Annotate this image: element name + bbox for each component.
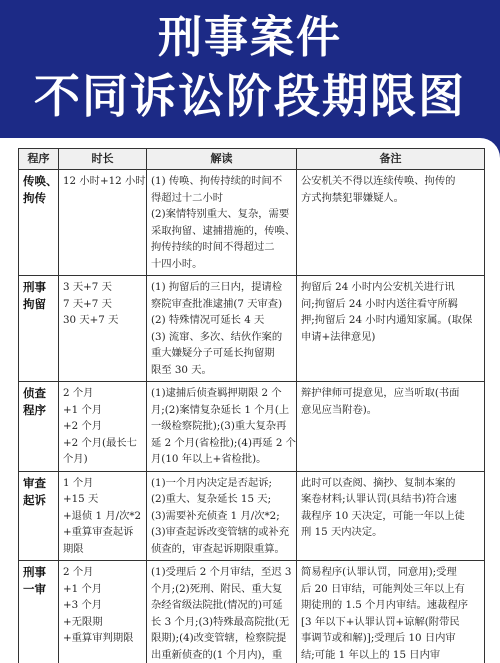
interpretation-line: 重大嫌疑分子可延长拘留期: [151, 347, 275, 359]
page-title-line2: 不同诉讼阶段期限图: [34, 69, 466, 123]
interpretation-cell: [147, 561, 297, 663]
interpretation-line: (1)逮捕后侦查羁押期限 2 个: [151, 387, 282, 399]
table-row: [19, 382, 485, 472]
stage-line: 审查: [23, 475, 46, 490]
table-row: [19, 471, 485, 561]
interpretation-line: (3)审查起诉改变管辖的或补充: [151, 526, 290, 538]
interpretation-line: 一级检察院批);(3)重大复杂再: [151, 420, 287, 432]
interpretation-line: 侦查的，审查起诉期限重算。: [151, 542, 285, 555]
note-line: 裁程序 10 天决定，可能一年以上徒: [301, 509, 465, 522]
note-line: 方式拘禁犯罪嫌疑人。: [301, 191, 404, 204]
duration-line: +15 天: [63, 493, 99, 505]
note-line: 事调节或和解)];受理后 10 日内审: [301, 632, 456, 644]
interpretation-line: (3)需要补充侦查 1 月/次*2;: [151, 509, 280, 522]
column-header-interpretation: 解读: [147, 149, 297, 170]
note-cell: [297, 276, 485, 382]
interpretation-line: (2)重大、复杂延长 15 天;: [151, 493, 272, 505]
note-line: 申请+法律意见): [301, 330, 376, 343]
duration-line: +重算审查起诉: [63, 526, 134, 538]
duration-line: +2 个月(最长七: [63, 436, 137, 449]
interpretation-cell: [147, 170, 297, 276]
table-card: [0, 138, 500, 663]
interpretation-line: 限期);(4)改变管辖，检察院提: [151, 632, 287, 644]
duration-cell: [59, 471, 147, 561]
interpretation-line: 察院审查批准逮捕(7 天审查): [151, 297, 283, 310]
duration-cell: [59, 382, 147, 472]
deadline-table: [18, 148, 485, 663]
note-line: 问;拘留后 24 小时内送往看守所羁: [301, 297, 458, 310]
interpretation-line: (2) 特殊情况可延长 4 天: [151, 314, 265, 326]
note-cell: [297, 471, 485, 561]
stage-line: 刑事: [23, 565, 46, 579]
duration-cell: [59, 170, 147, 276]
stage-line: 刑事: [23, 280, 46, 294]
stage-cell: [19, 561, 59, 663]
column-header-stage: 程序: [19, 149, 59, 170]
interpretation-line: 限至 30 天。: [151, 363, 212, 376]
note-line: 后 20 日审结，可能判处三年以上有: [301, 582, 465, 595]
stage-line: 传唤、: [23, 174, 58, 188]
stage-line: 一审: [23, 582, 46, 596]
interpretation-line: (1)受理后 2 个月审结，至迟 3: [151, 566, 292, 578]
duration-line: +1 个月: [63, 403, 103, 416]
interpretation-line: 延 2 个月(省检批);(4)再延 2 个: [151, 436, 296, 449]
column-header-note: 备注: [297, 149, 485, 170]
stage-line: 程序: [23, 403, 46, 417]
stage-cell: [19, 471, 59, 561]
note-line: 期徒刑的 1.5 个月内审结。速裁程序: [301, 599, 469, 611]
interpretation-line: 月;(2)案情复杂延长 1 个月(上: [151, 403, 290, 416]
duration-line: 30 天+7 天: [63, 314, 119, 326]
duration-line: 个月): [63, 453, 88, 465]
stage-cell: [19, 276, 59, 382]
stage-line: 侦查: [23, 386, 46, 400]
interpretation-line: 月(10 年以上+省检批)。: [151, 453, 267, 465]
table-row: [19, 170, 485, 276]
note-line: 此时可以查阅、摘抄、复制本案的: [301, 476, 456, 489]
note-line: 案卷材料;认罪认罚(具结书)符合速: [301, 493, 457, 505]
note-line: 公安机关不得以连续传唤、拘传的: [301, 175, 456, 187]
note-line: 简易程序(认罪认罚，同意用);受理: [301, 566, 457, 578]
interpretation-line: (1)一个月内决定是否起诉;: [151, 476, 273, 489]
note-cell: [297, 382, 485, 472]
duration-line: +1 个月: [63, 582, 103, 595]
interpretation-line: (2)案情特别重大、复杂，需要: [151, 208, 290, 220]
interpretation-cell: [147, 382, 297, 472]
page-title-line1: 刑事案件: [158, 12, 342, 63]
interpretation-line: 个月;(2)死刑、附民、重大复: [151, 582, 283, 595]
interpretation-line: (1) 拘留后的三日内，提请检: [151, 281, 283, 293]
note-line: 拘留后 24 小时内公安机关进行讯: [301, 281, 455, 293]
note-line: 刑 15 天内决定。: [301, 526, 383, 538]
interpretation-line: 拘传持续的时间不得超过二: [151, 241, 275, 253]
duration-line: +重算审判期限: [63, 632, 134, 644]
column-header-duration: 时长: [59, 149, 147, 170]
note-line: [3 年以下+认罪认罚+谅解(附带民: [301, 615, 460, 628]
interpretation-line: 得超过十二小时: [151, 191, 224, 204]
header-banner: [0, 0, 500, 140]
duration-line: 2 个月: [63, 566, 94, 578]
duration-cell: [59, 561, 147, 663]
note-line: 押;拘留后 24 小时内通知家属。(取保: [301, 314, 473, 326]
stage-cell: [19, 170, 59, 276]
interpretation-line: 长 3 个月;(3)特殊最高院批(无: [151, 615, 290, 628]
duration-line: 2 个月: [63, 387, 94, 399]
duration-line: +无限期: [63, 615, 103, 628]
interpretation-cell: [147, 471, 297, 561]
duration-line: 1 个月: [63, 476, 94, 489]
stage-line: 拘留: [23, 297, 46, 311]
duration-line: 3 天+7 天: [63, 281, 112, 293]
note-cell: [297, 561, 485, 663]
duration-line: +3 个月: [63, 599, 103, 611]
note-line: 辩护律师可提意见，应当听取(书面: [301, 387, 460, 399]
duration-line: 期限: [63, 542, 84, 555]
table-header-row: [19, 149, 485, 170]
stage-line: 起诉: [23, 492, 46, 507]
interpretation-line: (3) 流窜、多次、结伙作案的: [151, 330, 283, 343]
stage-cell: [19, 382, 59, 472]
duration-line: 7 天+7 天: [63, 297, 112, 310]
duration-line: 12 小时+12 小时: [63, 175, 146, 187]
note-line: 意见应当附卷)。: [301, 403, 378, 416]
table-row: [19, 561, 485, 663]
stage-line: 拘传: [23, 191, 46, 205]
interpretation-line: (1) 传唤、拘传持续的时间不: [151, 175, 283, 187]
note-line: 结;可能 1 年以上的 15 日内审: [301, 648, 441, 661]
duration-line: +2 个月: [63, 420, 103, 432]
interpretation-line: 出重新侦查的(1 个月内)，重: [151, 648, 283, 661]
table-row: [19, 276, 485, 382]
interpretation-cell: [147, 276, 297, 382]
interpretation-line: 杂经省级法院批(情况的)可延: [151, 599, 283, 611]
interpretation-line: 十四小时。: [151, 257, 203, 270]
interpretation-line: 采取拘留、逮捕措施的，传唤、: [151, 224, 296, 237]
duration-line: +退侦 1 月/次*2: [63, 509, 142, 522]
duration-cell: [59, 276, 147, 382]
note-cell: [297, 170, 485, 276]
